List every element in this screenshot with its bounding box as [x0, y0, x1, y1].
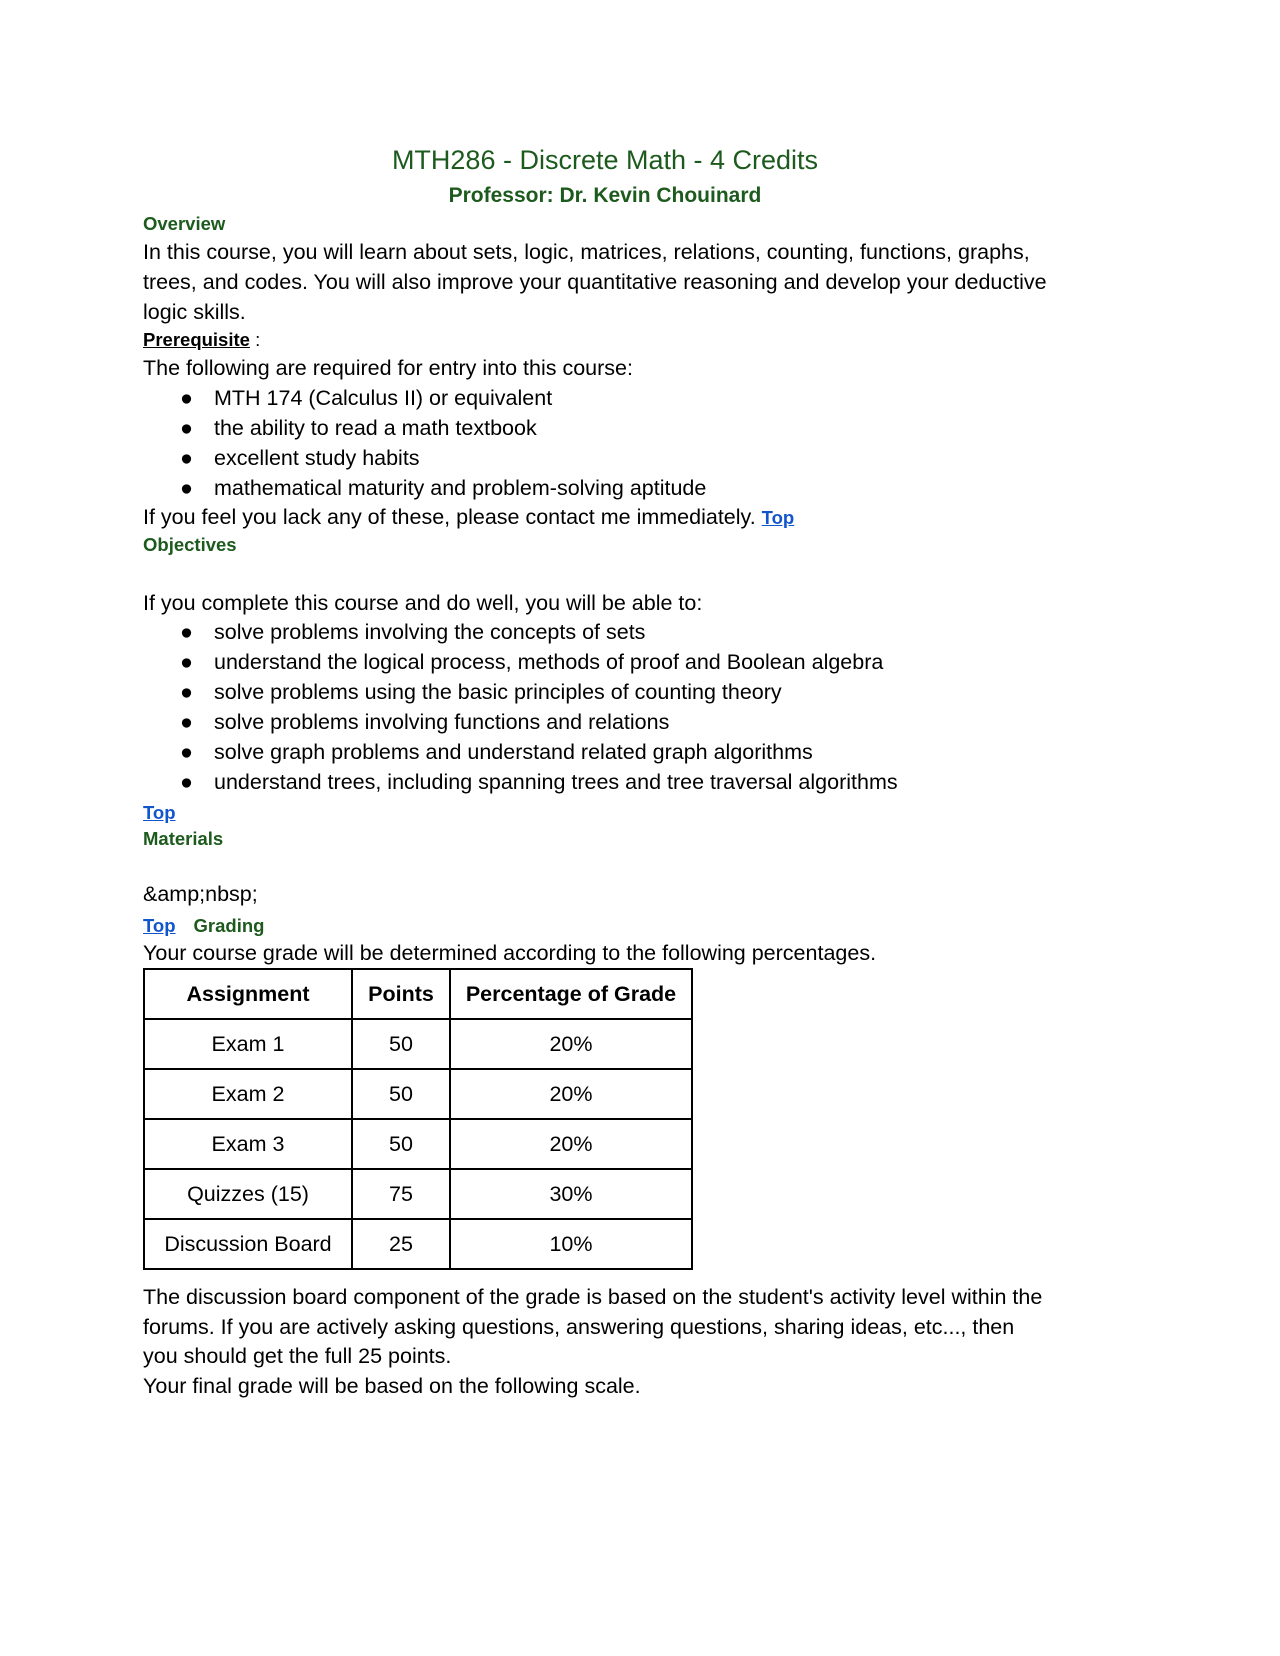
objectives-intro: If you complete this course and do well, you will be able to: [143, 591, 703, 615]
grading-note-line: forums. If you are actively asking questions, answering questions, sharing ideas, etc..., then [143, 1315, 1015, 1339]
table-row [144, 1119, 692, 1169]
prerequisite-intro: The following are required for entry into this course: [143, 356, 633, 380]
table-row [144, 1219, 692, 1269]
bullet-icon: ● [180, 710, 193, 734]
grading-scale-intro: Your final grade will be based on the following scale. [143, 1374, 641, 1398]
top-link[interactable]: Top [761, 507, 795, 528]
cell-percentage: 20% [450, 1119, 692, 1169]
bullet-icon: ● [180, 620, 193, 644]
prerequisite-item: MTH 174 (Calculus II) or equivalent [214, 386, 553, 410]
prerequisite-item: excellent study habits [214, 446, 420, 470]
objective-item: solve graph problems and understand related graph algorithms [214, 740, 813, 764]
cell-points: 50 [352, 1069, 450, 1119]
objective-item: solve problems using the basic principles of counting theory [214, 680, 782, 704]
cell-percentage: 10% [450, 1219, 692, 1269]
cell-percentage: 20% [450, 1019, 692, 1069]
table-row [144, 1169, 692, 1219]
overview-line: In this course, you will learn about sets, logic, matrices, relations, counting, functions, graphs, [143, 240, 1030, 264]
overview-heading: Overview [143, 213, 226, 234]
overview-line: logic skills. [143, 300, 246, 324]
grading-table [143, 968, 693, 1270]
bullet-icon: ● [180, 650, 193, 674]
cell-points: 75 [352, 1169, 450, 1219]
objectives-heading: Objectives [143, 534, 237, 555]
cell-assignment: Exam 2 [144, 1069, 352, 1119]
objective-item: understand the logical process, methods of proof and Boolean algebra [214, 650, 884, 674]
objective-item: solve problems involving the concepts of sets [214, 620, 646, 644]
cell-points: 50 [352, 1119, 450, 1169]
cell-points: 25 [352, 1219, 450, 1269]
header-assignment: Assignment [144, 969, 352, 1019]
bullet-icon: ● [180, 446, 193, 470]
cell-assignment: Exam 1 [144, 1019, 352, 1069]
table-row [144, 1019, 692, 1069]
grading-note-line: The discussion board component of the grade is based on the student's activity level within the [143, 1285, 1043, 1309]
bullet-icon: ● [180, 416, 193, 440]
cell-assignment: Discussion Board [144, 1219, 352, 1269]
bullet-icon: ● [180, 770, 193, 794]
professor: Professor: Dr. Kevin Chouinard [448, 184, 762, 207]
overview-line: trees, and codes. You will also improve your quantitative reasoning and develop your deductive [143, 270, 1047, 294]
top-link[interactable]: Top [143, 802, 176, 823]
top-link[interactable]: Top [143, 915, 176, 936]
materials-heading: Materials [143, 828, 224, 849]
grading-note-line: you should get the full 25 points. [143, 1344, 452, 1368]
bullet-icon: ● [180, 680, 193, 704]
prerequisite-item: mathematical maturity and problem-solving aptitude [214, 476, 707, 500]
prerequisite-outro [143, 503, 794, 532]
grading-heading-row [143, 911, 264, 940]
cell-assignment: Quizzes (15) [144, 1169, 352, 1219]
prerequisite-heading [143, 326, 260, 354]
objective-item: solve problems involving functions and relations [214, 710, 670, 734]
table-header-row [144, 969, 692, 1019]
grading-heading: Grading [193, 915, 265, 936]
prerequisite-label: Prerequisite [143, 329, 250, 350]
materials-body: &amp;nbsp; [143, 882, 258, 906]
table-row [144, 1069, 692, 1119]
cell-percentage: 30% [450, 1169, 692, 1219]
bullet-icon: ● [180, 740, 193, 764]
cell-assignment: Exam 3 [144, 1119, 352, 1169]
page-title: MTH286 - Discrete Math - 4 Credits [391, 145, 819, 175]
grading-intro: Your course grade will be determined according to the following percentages. [143, 941, 877, 965]
header-percentage: Percentage of Grade [450, 969, 692, 1019]
bullet-icon: ● [180, 386, 193, 410]
header-points: Points [352, 969, 450, 1019]
prerequisite-item: the ability to read a math textbook [214, 416, 537, 440]
bullet-icon: ● [180, 476, 193, 500]
cell-percentage: 20% [450, 1069, 692, 1119]
outro-text: If you feel you lack any of these, please contact me immediately. [143, 505, 756, 529]
cell-points: 50 [352, 1019, 450, 1069]
prerequisite-colon: : [249, 329, 261, 350]
objective-item: understand trees, including spanning trees and tree traversal algorithms [214, 770, 898, 794]
